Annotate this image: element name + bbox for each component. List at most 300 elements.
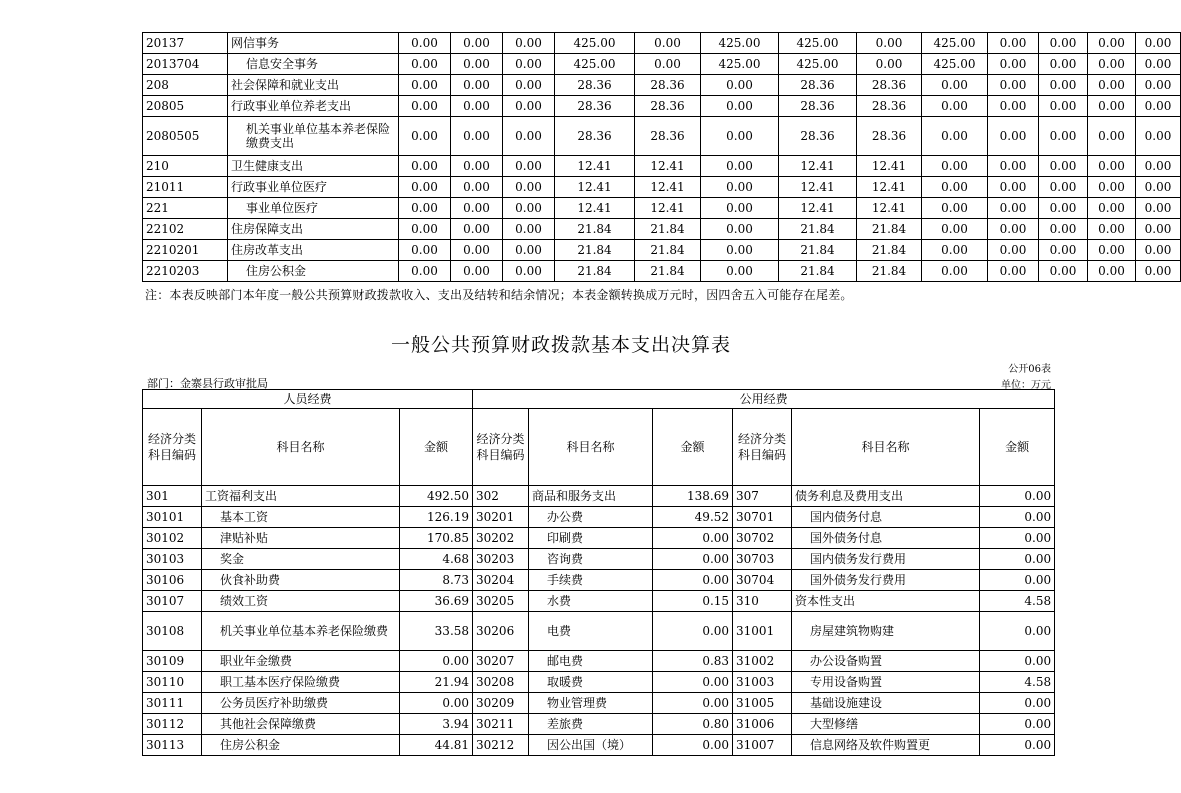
row-value: 0.00: [1136, 96, 1181, 117]
cell-name-capital: 基础设施建设: [792, 693, 980, 714]
page-title: 一般公共预算财政拨款基本支出决算表: [390, 334, 731, 356]
basic-expenditure-table: [142, 389, 1055, 756]
cell-code-goods: 30203: [473, 549, 529, 570]
cell-code-personnel: 301: [143, 486, 202, 507]
cell-code-capital: 31001: [733, 612, 792, 651]
row-value: 425.00: [701, 54, 779, 75]
cell-code-personnel: 30101: [143, 507, 202, 528]
row-value: 0.00: [857, 33, 922, 54]
cell-name-goods: 咨询费: [529, 549, 653, 570]
table-row: [143, 240, 1181, 261]
cell-amount-goods: 0.00: [653, 528, 733, 549]
row-value: 0.00: [1088, 261, 1136, 282]
table-row: [143, 693, 1055, 714]
table-row: [143, 198, 1181, 219]
row-value: 0.00: [701, 219, 779, 240]
cell-name-capital: 大型修缮: [792, 714, 980, 735]
cell-name-goods: 邮电费: [529, 651, 653, 672]
row-value: 28.36: [635, 117, 701, 156]
row-value: 0.00: [503, 240, 555, 261]
row-value: 28.36: [857, 75, 922, 96]
row-value: 0.00: [701, 261, 779, 282]
row-value: 0.00: [922, 219, 988, 240]
cell-name-goods: 物业管理费: [529, 693, 653, 714]
row-value: 0.00: [1136, 177, 1181, 198]
row-value: 0.00: [1088, 96, 1136, 117]
row-value: 0.00: [1136, 33, 1181, 54]
row-subject-name: 行政事业单位医疗: [228, 177, 399, 198]
row-code: 2210201: [143, 240, 228, 261]
row-value: 21.84: [779, 261, 857, 282]
cell-code-goods: 30208: [473, 672, 529, 693]
row-value: 0.00: [1039, 261, 1088, 282]
row-code: 21011: [143, 177, 228, 198]
row-value: 0.00: [701, 96, 779, 117]
row-value: 0.00: [1039, 54, 1088, 75]
row-value: 0.00: [451, 177, 503, 198]
cell-amount-personnel: 21.94: [400, 672, 473, 693]
row-value: 12.41: [635, 198, 701, 219]
table-row: [143, 570, 1055, 591]
row-value: 21.84: [635, 219, 701, 240]
cell-amount-capital: 0.00: [980, 549, 1055, 570]
cell-name-personnel: 住房公积金: [202, 735, 400, 756]
cell-name-personnel: 伙食补助费: [202, 570, 400, 591]
row-value: 28.36: [635, 75, 701, 96]
row-value: 0.00: [451, 219, 503, 240]
cell-amount-personnel: 8.73: [400, 570, 473, 591]
header-code-c: 经济分类科目编码: [733, 409, 792, 486]
row-value: 21.84: [555, 219, 635, 240]
row-subject-name: 事业单位医疗: [228, 198, 399, 219]
cell-code-goods: 30206: [473, 612, 529, 651]
cell-code-capital: 31007: [733, 735, 792, 756]
row-value: 0.00: [1136, 219, 1181, 240]
cell-code-capital: 31002: [733, 651, 792, 672]
row-value: 425.00: [555, 33, 635, 54]
row-value: 0.00: [988, 33, 1039, 54]
cell-code-goods: 30201: [473, 507, 529, 528]
cell-name-goods: 因公出国（境）: [529, 735, 653, 756]
row-value: 0.00: [503, 96, 555, 117]
row-value: 0.00: [922, 177, 988, 198]
table-row: [143, 549, 1055, 570]
table-row: [143, 612, 1055, 651]
row-value: 21.84: [857, 219, 922, 240]
cell-code-capital: 31005: [733, 693, 792, 714]
row-code: 20137: [143, 33, 228, 54]
cell-name-personnel: 津贴补贴: [202, 528, 400, 549]
row-value: 28.36: [555, 117, 635, 156]
cell-name-personnel: 工资福利支出: [202, 486, 400, 507]
row-value: 0.00: [988, 75, 1039, 96]
row-code: 208: [143, 75, 228, 96]
cell-code-capital: 31006: [733, 714, 792, 735]
table-row: [143, 672, 1055, 693]
cell-amount-personnel: 4.68: [400, 549, 473, 570]
row-value: 0.00: [399, 54, 451, 75]
row-value: 0.00: [1088, 240, 1136, 261]
cell-name-goods: 取暖费: [529, 672, 653, 693]
row-value: 0.00: [1136, 54, 1181, 75]
row-value: 0.00: [701, 117, 779, 156]
row-value: 0.00: [451, 33, 503, 54]
cell-name-personnel: 奖金: [202, 549, 400, 570]
row-value: 0.00: [451, 156, 503, 177]
row-subject-name: 卫生健康支出: [228, 156, 399, 177]
row-subject-name: 信息安全事务: [228, 54, 399, 75]
row-value: 0.00: [1136, 261, 1181, 282]
row-value: 0.00: [1039, 156, 1088, 177]
cell-amount-personnel: 170.85: [400, 528, 473, 549]
row-value: 0.00: [922, 198, 988, 219]
row-code: 2210203: [143, 261, 228, 282]
cell-name-capital: 资本性支出: [792, 591, 980, 612]
row-value: 12.41: [555, 177, 635, 198]
cell-name-goods: 办公费: [529, 507, 653, 528]
cell-name-goods: 手续费: [529, 570, 653, 591]
row-value: 0.00: [451, 198, 503, 219]
row-value: 0.00: [988, 261, 1039, 282]
cell-name-capital: 信息网络及软件购置更: [792, 735, 980, 756]
cell-code-goods: 30212: [473, 735, 529, 756]
row-value: 21.84: [635, 261, 701, 282]
row-value: 0.00: [399, 33, 451, 54]
cell-code-capital: 30703: [733, 549, 792, 570]
row-value: 21.84: [779, 219, 857, 240]
cell-name-personnel: 公务员医疗补助缴费: [202, 693, 400, 714]
row-value: 0.00: [503, 117, 555, 156]
row-value: 0.00: [988, 117, 1039, 156]
cell-name-capital: 办公设备购置: [792, 651, 980, 672]
row-value: 0.00: [451, 117, 503, 156]
row-value: 0.00: [1039, 198, 1088, 219]
cell-amount-goods: 0.00: [653, 693, 733, 714]
cell-name-capital: 国内债务付息: [792, 507, 980, 528]
row-value: 0.00: [1088, 75, 1136, 96]
cell-amount-personnel: 33.58: [400, 612, 473, 651]
cell-amount-goods: 138.69: [653, 486, 733, 507]
row-value: 0.00: [399, 198, 451, 219]
row-value: 28.36: [857, 96, 922, 117]
cell-amount-personnel: 36.69: [400, 591, 473, 612]
cell-amount-goods: 0.00: [653, 735, 733, 756]
cell-name-personnel: 绩效工资: [202, 591, 400, 612]
row-value: 0.00: [988, 240, 1039, 261]
row-value: 12.41: [779, 198, 857, 219]
row-value: 0.00: [399, 219, 451, 240]
row-subject-name: 行政事业单位养老支出: [228, 96, 399, 117]
row-value: 0.00: [1088, 54, 1136, 75]
table-row: [143, 33, 1181, 54]
cell-code-personnel: 30108: [143, 612, 202, 651]
row-value: 12.41: [779, 177, 857, 198]
row-value: 0.00: [922, 117, 988, 156]
row-value: 0.00: [399, 156, 451, 177]
row-value: 0.00: [503, 156, 555, 177]
row-value: 21.84: [555, 240, 635, 261]
row-value: 28.36: [779, 75, 857, 96]
row-value: 0.00: [503, 54, 555, 75]
row-value: 0.00: [503, 198, 555, 219]
table-row: [143, 261, 1181, 282]
cell-amount-capital: 0.00: [980, 507, 1055, 528]
row-value: 28.36: [779, 117, 857, 156]
row-value: 0.00: [1039, 117, 1088, 156]
row-value: 0.00: [988, 219, 1039, 240]
cell-code-capital: 30701: [733, 507, 792, 528]
row-value: 0.00: [1039, 240, 1088, 261]
cell-amount-capital: 0.00: [980, 570, 1055, 591]
header-amount-c: 金额: [980, 409, 1055, 486]
row-value: 425.00: [779, 54, 857, 75]
row-code: 210: [143, 156, 228, 177]
header-amount-b: 金额: [653, 409, 733, 486]
row-value: 0.00: [1088, 198, 1136, 219]
unit-label: 单位：万元: [1001, 380, 1051, 391]
row-value: 28.36: [779, 96, 857, 117]
table-row: [143, 591, 1055, 612]
table-row: [143, 651, 1055, 672]
cell-amount-capital: 0.00: [980, 612, 1055, 651]
row-value: 0.00: [1039, 75, 1088, 96]
cell-name-capital: 专用设备购置: [792, 672, 980, 693]
row-value: 0.00: [988, 96, 1039, 117]
cell-name-capital: 房屋建筑物购建: [792, 612, 980, 651]
table-row: [143, 75, 1181, 96]
row-value: 21.84: [635, 240, 701, 261]
header-name-c: 科目名称: [792, 409, 980, 486]
cell-amount-capital: 0.00: [980, 735, 1055, 756]
row-value: 0.00: [635, 54, 701, 75]
row-value: 0.00: [701, 198, 779, 219]
row-value: 0.00: [503, 177, 555, 198]
row-value: 12.41: [857, 177, 922, 198]
header-amount-a: 金额: [400, 409, 473, 486]
row-value: 0.00: [503, 261, 555, 282]
cell-amount-goods: 49.52: [653, 507, 733, 528]
cell-name-capital: 国外债务付息: [792, 528, 980, 549]
cell-code-personnel: 30112: [143, 714, 202, 735]
cell-code-personnel: 30113: [143, 735, 202, 756]
row-value: 28.36: [555, 75, 635, 96]
header-name-a: 科目名称: [202, 409, 400, 486]
cell-name-personnel: 职业年金缴费: [202, 651, 400, 672]
row-value: 21.84: [555, 261, 635, 282]
table-row: [143, 486, 1055, 507]
row-value: 0.00: [399, 75, 451, 96]
row-value: 0.00: [1039, 96, 1088, 117]
cell-amount-capital: 0.00: [980, 528, 1055, 549]
table-row: [143, 96, 1181, 117]
cell-name-personnel: 职工基本医疗保险缴费: [202, 672, 400, 693]
row-value: 0.00: [1088, 33, 1136, 54]
department-label: 部门：金寨县行政审批局: [147, 377, 268, 390]
cell-amount-goods: 0.00: [653, 612, 733, 651]
row-value: 12.41: [555, 198, 635, 219]
cell-code-personnel: 30111: [143, 693, 202, 714]
header-code-a: 经济分类科目编码: [143, 409, 202, 486]
cell-name-capital: 债务利息及费用支出: [792, 486, 980, 507]
row-value: 0.00: [922, 261, 988, 282]
cell-amount-capital: 0.00: [980, 693, 1055, 714]
row-value: 21.84: [779, 240, 857, 261]
row-value: 0.00: [988, 198, 1039, 219]
header-name-b: 科目名称: [529, 409, 653, 486]
top-table-body: [143, 33, 1181, 282]
cell-code-goods: 302: [473, 486, 529, 507]
row-value: 0.00: [451, 75, 503, 96]
row-value: 0.00: [503, 75, 555, 96]
cell-amount-personnel: 0.00: [400, 693, 473, 714]
row-value: 0.00: [1088, 117, 1136, 156]
row-value: 0.00: [399, 96, 451, 117]
row-value: 12.41: [555, 156, 635, 177]
cell-name-goods: 水费: [529, 591, 653, 612]
row-subject-name: 住房公积金: [228, 261, 399, 282]
cell-name-goods: 电费: [529, 612, 653, 651]
group-personnel-header: 人员经费: [143, 390, 473, 409]
row-value: 0.00: [451, 261, 503, 282]
table-row: [143, 156, 1181, 177]
cell-code-goods: 30211: [473, 714, 529, 735]
cell-code-goods: 30207: [473, 651, 529, 672]
row-value: 12.41: [635, 156, 701, 177]
cell-amount-capital: 0.00: [980, 714, 1055, 735]
row-value: 0.00: [922, 156, 988, 177]
row-value: 425.00: [555, 54, 635, 75]
cell-amount-capital: 4.58: [980, 591, 1055, 612]
row-value: 0.00: [1136, 198, 1181, 219]
row-value: 12.41: [857, 198, 922, 219]
row-value: 28.36: [857, 117, 922, 156]
row-value: 425.00: [922, 33, 988, 54]
table-row: [143, 714, 1055, 735]
cell-amount-capital: 4.58: [980, 672, 1055, 693]
cell-code-capital: 310: [733, 591, 792, 612]
cell-code-goods: 30204: [473, 570, 529, 591]
row-subject-name: 住房保障支出: [228, 219, 399, 240]
cell-name-capital: 国外债务发行费用: [792, 570, 980, 591]
row-value: 0.00: [399, 177, 451, 198]
row-value: 0.00: [1088, 177, 1136, 198]
row-code: 2080505: [143, 117, 228, 156]
row-value: 0.00: [1039, 177, 1088, 198]
row-value: 28.36: [635, 96, 701, 117]
row-value: 0.00: [503, 219, 555, 240]
cell-code-personnel: 30109: [143, 651, 202, 672]
cell-code-personnel: 30103: [143, 549, 202, 570]
cell-amount-personnel: 44.81: [400, 735, 473, 756]
cell-code-capital: 31003: [733, 672, 792, 693]
row-value: 12.41: [857, 156, 922, 177]
cell-amount-goods: 0.80: [653, 714, 733, 735]
cell-code-capital: 30704: [733, 570, 792, 591]
row-subject-name: 机关事业单位基本养老保险缴费支出: [228, 117, 399, 156]
row-code: 22102: [143, 219, 228, 240]
cell-amount-personnel: 126.19: [400, 507, 473, 528]
row-code: 221: [143, 198, 228, 219]
cell-code-goods: 30209: [473, 693, 529, 714]
row-value: 0.00: [1136, 240, 1181, 261]
row-value: 0.00: [701, 75, 779, 96]
header-code-b: 经济分类科目编码: [473, 409, 529, 486]
row-value: 425.00: [922, 54, 988, 75]
table-row: [143, 735, 1055, 756]
cell-amount-goods: 0.00: [653, 570, 733, 591]
table-row: [143, 507, 1055, 528]
row-value: 0.00: [857, 54, 922, 75]
row-value: 28.36: [555, 96, 635, 117]
cell-amount-personnel: 492.50: [400, 486, 473, 507]
cell-amount-goods: 0.00: [653, 549, 733, 570]
cell-code-personnel: 30107: [143, 591, 202, 612]
cell-amount-goods: 0.15: [653, 591, 733, 612]
cell-code-capital: 30702: [733, 528, 792, 549]
row-value: 0.00: [1136, 75, 1181, 96]
cell-name-goods: 印刷费: [529, 528, 653, 549]
table-note: 注：本表反映部门本年度一般公共预算财政拨款收入、支出及结转和结余情况；本表金额转换成万元时，因四舍五入可能存在尾差。: [145, 288, 853, 302]
cell-amount-goods: 0.83: [653, 651, 733, 672]
table-row: [143, 219, 1181, 240]
cell-name-personnel: 其他社会保障缴费: [202, 714, 400, 735]
cell-code-goods: 30202: [473, 528, 529, 549]
top-expenditure-table: [142, 32, 1181, 282]
cell-code-personnel: 30106: [143, 570, 202, 591]
cell-amount-personnel: 0.00: [400, 651, 473, 672]
row-code: 20805: [143, 96, 228, 117]
row-value: 0.00: [701, 177, 779, 198]
cell-amount-capital: 0.00: [980, 486, 1055, 507]
row-value: 425.00: [701, 33, 779, 54]
row-value: 0.00: [988, 177, 1039, 198]
cell-code-capital: 307: [733, 486, 792, 507]
table-row: [143, 177, 1181, 198]
cell-name-goods: 差旅费: [529, 714, 653, 735]
cell-name-capital: 国内债务发行费用: [792, 549, 980, 570]
basic-table-body: [143, 486, 1055, 756]
cell-name-personnel: 基本工资: [202, 507, 400, 528]
row-value: 21.84: [857, 240, 922, 261]
row-value: 0.00: [1136, 117, 1181, 156]
row-value: 0.00: [922, 240, 988, 261]
cell-amount-personnel: 3.94: [400, 714, 473, 735]
cell-code-goods: 30205: [473, 591, 529, 612]
table-row: [143, 54, 1181, 75]
row-value: 0.00: [1136, 156, 1181, 177]
row-value: 12.41: [779, 156, 857, 177]
row-value: 0.00: [988, 156, 1039, 177]
row-value: 0.00: [701, 240, 779, 261]
row-value: 21.84: [857, 261, 922, 282]
row-value: 0.00: [701, 156, 779, 177]
table-row: [143, 528, 1055, 549]
row-value: 0.00: [399, 240, 451, 261]
row-value: 0.00: [1039, 219, 1088, 240]
row-value: 0.00: [399, 117, 451, 156]
row-subject-name: 住房改革支出: [228, 240, 399, 261]
row-value: 0.00: [635, 33, 701, 54]
cell-code-personnel: 30110: [143, 672, 202, 693]
group-public-header: 公用经费: [473, 390, 1055, 409]
row-value: 12.41: [635, 177, 701, 198]
cell-amount-capital: 0.00: [980, 651, 1055, 672]
row-value: 0.00: [451, 96, 503, 117]
cell-amount-goods: 0.00: [653, 672, 733, 693]
form-number: 公开06表: [1008, 364, 1051, 375]
row-value: 0.00: [1039, 33, 1088, 54]
cell-name-goods: 商品和服务支出: [529, 486, 653, 507]
